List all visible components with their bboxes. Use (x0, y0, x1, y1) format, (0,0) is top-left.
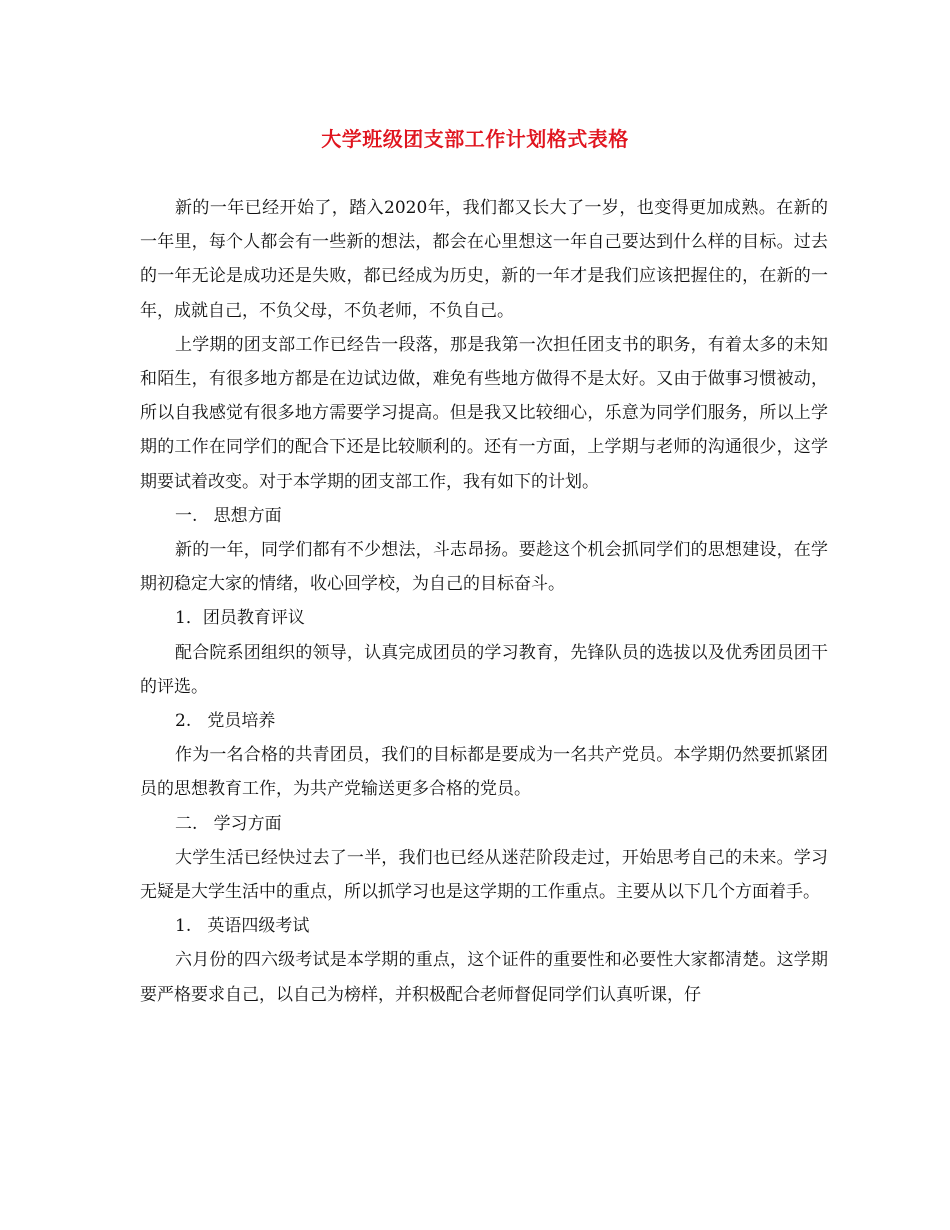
document-body (140, 191, 828, 1012)
paragraph-last-semester: 上学期的团支部工作已经告一段落，那是我第一次担任团支书的职务，有着太多的未知和陌生，有很多地方都是在边试边做，难免有些地方做得不是太好。又由于做事习惯被动，所以自我感觉有很多地方需要学习提高。但是我又比较细心，乐意为同学们服务，所以上学期的工作在同学们的配合下还是比较顺利的。还有一方面，上学期与老师的沟通很少，这学期要试着改变。对于本学期的团支部工作，我有如下的计划。 (140, 334, 828, 492)
subheading-party-training: 2. 党员培养 (175, 711, 276, 732)
paragraph-member-review: 配合院系团组织的领导，认真完成团员的学习教育，先锋队员的选拔以及优秀团员团干的评选。 (140, 642, 828, 697)
paragraph-intro: 新的一年已经开始了，踏入2020年，我们都又长大了一岁，也变得更加成熟。在新的一年里，每个人都会有一些新的想法，都会在心里想这一年自己要达到什么样的目标。过去的一年无论是成功还是失败，都已经成为历史，新的一年才是我们应该把握住的，在新的一年，成就自己，不负父母，不负老师，不负自己。 (140, 198, 828, 321)
paragraph-cet4: 六月份的四六级考试是本学期的重点，这个证件的重要性和必要性大家都清楚。这学期要严格要求自己，以自己为榜样，并积极配合老师督促同学们认真听课，仔 (140, 950, 828, 1005)
subheading-cet4: 1. 英语四级考试 (175, 916, 310, 937)
section-heading-thought: 一. 思想方面 (175, 505, 282, 526)
document-title: 大学班级团支部工作计划格式表格 (321, 127, 629, 151)
paragraph-thought: 新的一年，同学们都有不少想法，斗志昂扬。要趁这个机会抓同学们的思想建设，在学期初稳定大家的情绪，收心回学校，为自己的目标奋斗。 (140, 540, 828, 595)
paragraph-study: 大学生活已经快过去了一半，我们也已经从迷茫阶段走过，开始思考自己的未来。学习无疑是大学生活中的重点，所以抓学习也是这学期的工作重点。主要从以下几个方面着手。 (140, 847, 828, 903)
subheading-member-review: 1．团员教育评议 (175, 608, 305, 629)
section-heading-study: 二. 学习方面 (175, 813, 282, 834)
paragraph-party-training: 作为一名合格的共青团员，我们的目标都是要成为一名共产党员。本学期仍然要抓紧团员的思想教育工作，为共产党输送更多合格的党员。 (140, 745, 828, 800)
